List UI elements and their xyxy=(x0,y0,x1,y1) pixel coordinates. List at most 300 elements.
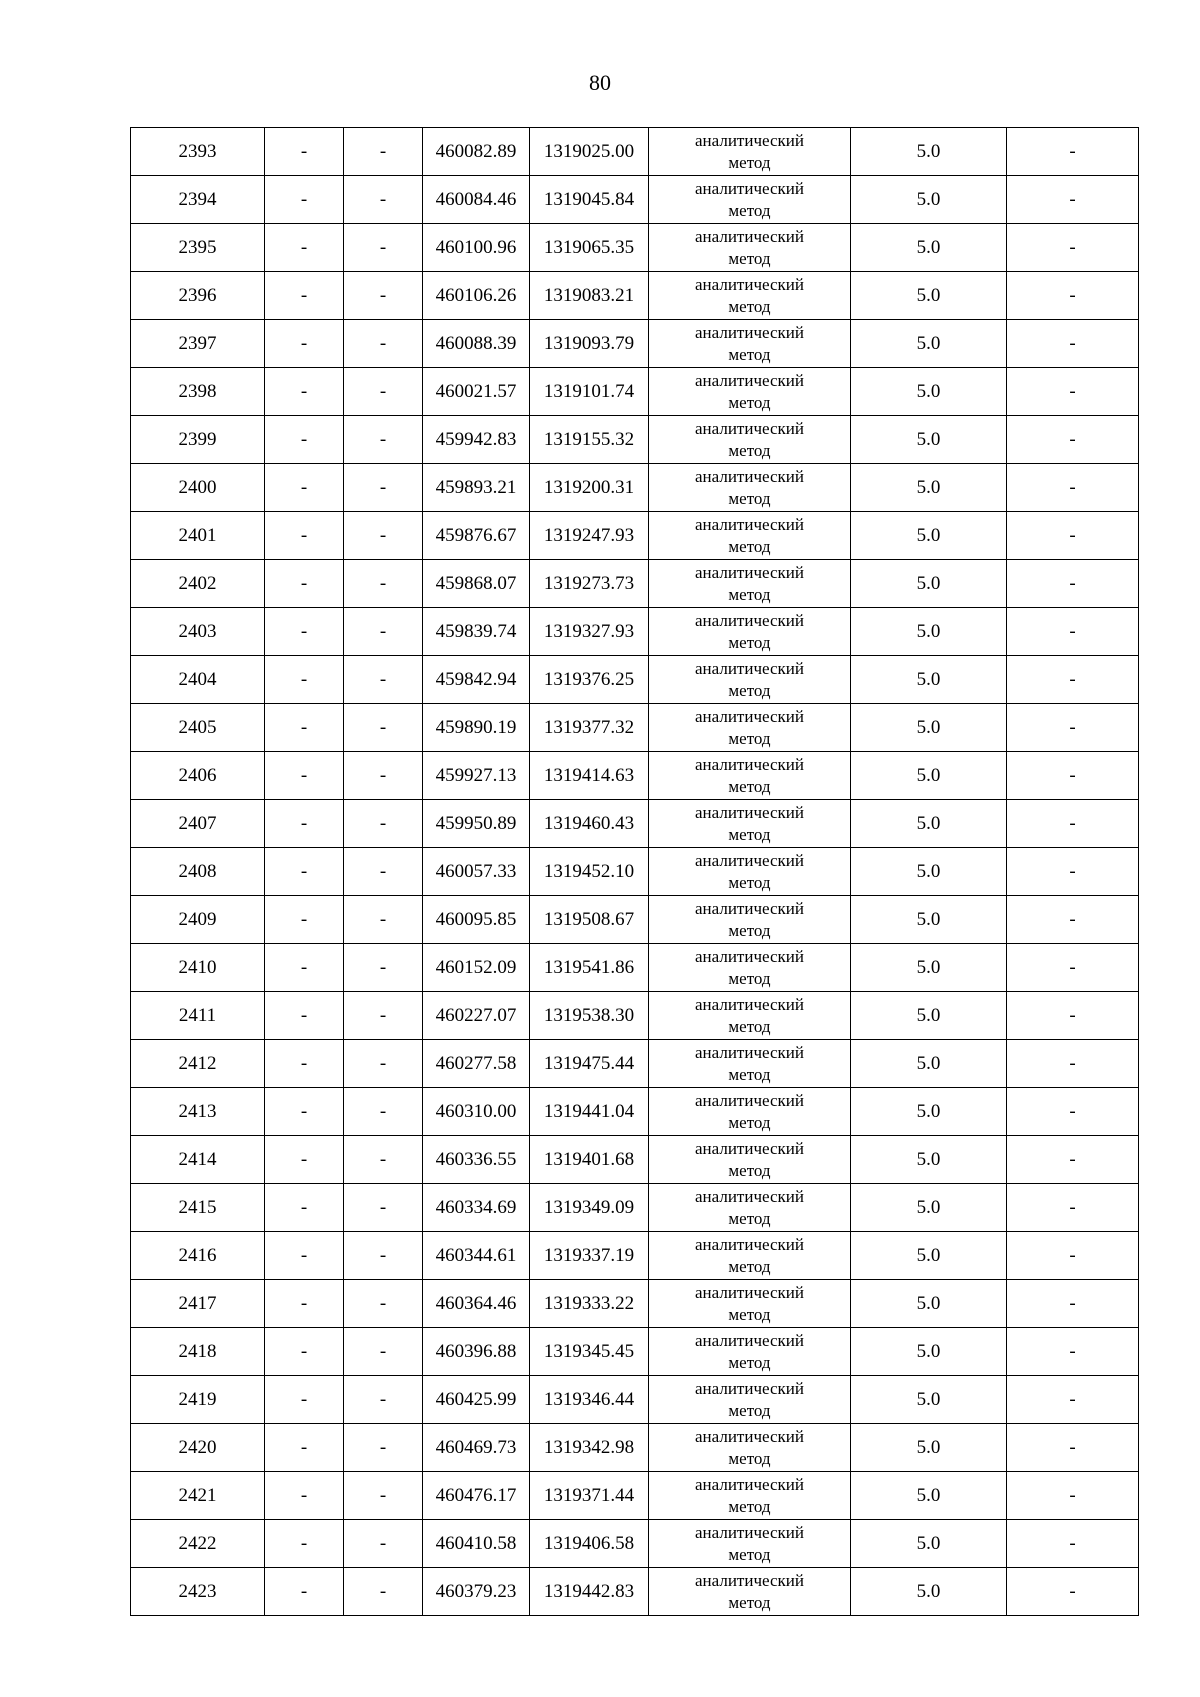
empty-cell: - xyxy=(265,656,344,704)
table-row xyxy=(131,1568,1139,1616)
table-row xyxy=(131,272,1139,320)
empty-cell: - xyxy=(344,1328,423,1376)
table-row xyxy=(131,1040,1139,1088)
empty-cell: - xyxy=(344,1088,423,1136)
empty-cell: - xyxy=(265,320,344,368)
method-cell xyxy=(649,176,851,224)
method-line-2: метод xyxy=(728,728,771,748)
empty-cell: - xyxy=(265,1184,344,1232)
method-cell xyxy=(649,416,851,464)
empty-cell: - xyxy=(1007,320,1139,368)
point-number-cell: 2413 xyxy=(131,1088,265,1136)
y-coordinate-cell: 1319508.67 xyxy=(530,896,649,944)
method-cell xyxy=(649,272,851,320)
point-number-cell: 2423 xyxy=(131,1568,265,1616)
empty-cell: - xyxy=(265,1328,344,1376)
accuracy-cell: 5.0 xyxy=(851,1328,1007,1376)
empty-cell: - xyxy=(344,1040,423,1088)
accuracy-cell: 5.0 xyxy=(851,752,1007,800)
empty-cell: - xyxy=(344,1568,423,1616)
point-number-cell: 2414 xyxy=(131,1136,265,1184)
point-number-cell: 2404 xyxy=(131,656,265,704)
empty-cell: - xyxy=(1007,1232,1139,1280)
accuracy-cell: 5.0 xyxy=(851,800,1007,848)
method-line-2: метод xyxy=(728,1112,771,1132)
method-line-2: метод xyxy=(728,248,771,268)
accuracy-cell: 5.0 xyxy=(851,1232,1007,1280)
method-line-2: метод xyxy=(728,1448,771,1468)
empty-cell: - xyxy=(265,1232,344,1280)
method-line-2: метод xyxy=(728,1352,771,1372)
point-number-cell: 2417 xyxy=(131,1280,265,1328)
accuracy-cell: 5.0 xyxy=(851,848,1007,896)
table-row xyxy=(131,848,1139,896)
y-coordinate-cell: 1319452.10 xyxy=(530,848,649,896)
x-coordinate-cell: 459876.67 xyxy=(423,512,530,560)
table-row xyxy=(131,320,1139,368)
method-line-2: метод xyxy=(728,488,771,508)
empty-cell: - xyxy=(265,992,344,1040)
empty-cell: - xyxy=(265,416,344,464)
empty-cell: - xyxy=(344,608,423,656)
method-line-1: аналитический xyxy=(695,370,804,390)
x-coordinate-cell: 460334.69 xyxy=(423,1184,530,1232)
method-cell xyxy=(649,560,851,608)
y-coordinate-cell: 1319327.93 xyxy=(530,608,649,656)
empty-cell: - xyxy=(344,1280,423,1328)
accuracy-cell: 5.0 xyxy=(851,512,1007,560)
point-number-cell: 2395 xyxy=(131,224,265,272)
x-coordinate-cell: 460336.55 xyxy=(423,1136,530,1184)
method-line-1: аналитический xyxy=(695,1138,804,1158)
point-number-cell: 2411 xyxy=(131,992,265,1040)
empty-cell: - xyxy=(265,176,344,224)
x-coordinate-cell: 459842.94 xyxy=(423,656,530,704)
empty-cell: - xyxy=(265,1568,344,1616)
method-cell xyxy=(649,944,851,992)
empty-cell: - xyxy=(344,992,423,1040)
accuracy-cell: 5.0 xyxy=(851,1184,1007,1232)
y-coordinate-cell: 1319065.35 xyxy=(530,224,649,272)
table-row xyxy=(131,1184,1139,1232)
accuracy-cell: 5.0 xyxy=(851,1136,1007,1184)
method-line-1: аналитический xyxy=(695,1186,804,1206)
method-line-2: метод xyxy=(728,1256,771,1276)
method-cell xyxy=(649,224,851,272)
point-number-cell: 2407 xyxy=(131,800,265,848)
y-coordinate-cell: 1319247.93 xyxy=(530,512,649,560)
empty-cell: - xyxy=(344,1184,423,1232)
x-coordinate-cell: 460425.99 xyxy=(423,1376,530,1424)
empty-cell: - xyxy=(1007,176,1139,224)
method-cell xyxy=(649,800,851,848)
x-coordinate-cell: 460084.46 xyxy=(423,176,530,224)
empty-cell: - xyxy=(265,1520,344,1568)
method-line-1: аналитический xyxy=(695,1330,804,1350)
point-number-cell: 2400 xyxy=(131,464,265,512)
empty-cell: - xyxy=(265,1088,344,1136)
point-number-cell: 2420 xyxy=(131,1424,265,1472)
x-coordinate-cell: 460095.85 xyxy=(423,896,530,944)
empty-cell: - xyxy=(1007,1040,1139,1088)
method-line-1: аналитический xyxy=(695,1090,804,1110)
table-row xyxy=(131,1472,1139,1520)
method-line-2: метод xyxy=(728,1496,771,1516)
accuracy-cell: 5.0 xyxy=(851,944,1007,992)
accuracy-cell: 5.0 xyxy=(851,608,1007,656)
x-coordinate-cell: 460396.88 xyxy=(423,1328,530,1376)
accuracy-cell: 5.0 xyxy=(851,1520,1007,1568)
accuracy-cell: 5.0 xyxy=(851,272,1007,320)
y-coordinate-cell: 1319541.86 xyxy=(530,944,649,992)
accuracy-cell: 5.0 xyxy=(851,368,1007,416)
empty-cell: - xyxy=(1007,848,1139,896)
empty-cell: - xyxy=(1007,1376,1139,1424)
empty-cell: - xyxy=(344,1424,423,1472)
empty-cell: - xyxy=(265,1136,344,1184)
point-number-cell: 2410 xyxy=(131,944,265,992)
method-line-2: метод xyxy=(728,1208,771,1228)
table-row xyxy=(131,176,1139,224)
method-cell xyxy=(649,1136,851,1184)
method-cell xyxy=(649,512,851,560)
table-row xyxy=(131,704,1139,752)
method-line-1: аналитический xyxy=(695,418,804,438)
method-line-1: аналитический xyxy=(695,562,804,582)
point-number-cell: 2405 xyxy=(131,704,265,752)
accuracy-cell: 5.0 xyxy=(851,224,1007,272)
empty-cell: - xyxy=(265,1280,344,1328)
empty-cell: - xyxy=(344,176,423,224)
x-coordinate-cell: 460227.07 xyxy=(423,992,530,1040)
empty-cell: - xyxy=(265,464,344,512)
method-line-2: метод xyxy=(728,152,771,172)
method-line-1: аналитический xyxy=(695,1378,804,1398)
accuracy-cell: 5.0 xyxy=(851,1280,1007,1328)
x-coordinate-cell: 460277.58 xyxy=(423,1040,530,1088)
x-coordinate-cell: 460152.09 xyxy=(423,944,530,992)
x-coordinate-cell: 459868.07 xyxy=(423,560,530,608)
x-coordinate-cell: 460310.00 xyxy=(423,1088,530,1136)
x-coordinate-cell: 460082.89 xyxy=(423,128,530,176)
accuracy-cell: 5.0 xyxy=(851,1568,1007,1616)
table-row xyxy=(131,1136,1139,1184)
table-row xyxy=(131,1088,1139,1136)
method-line-2: метод xyxy=(728,920,771,940)
method-line-1: аналитический xyxy=(695,658,804,678)
accuracy-cell: 5.0 xyxy=(851,656,1007,704)
empty-cell: - xyxy=(344,416,423,464)
y-coordinate-cell: 1319460.43 xyxy=(530,800,649,848)
table-row xyxy=(131,1376,1139,1424)
method-line-2: метод xyxy=(728,344,771,364)
x-coordinate-cell: 459950.89 xyxy=(423,800,530,848)
x-coordinate-cell: 460344.61 xyxy=(423,1232,530,1280)
y-coordinate-cell: 1319093.79 xyxy=(530,320,649,368)
empty-cell: - xyxy=(344,1376,423,1424)
point-number-cell: 2408 xyxy=(131,848,265,896)
y-coordinate-cell: 1319475.44 xyxy=(530,1040,649,1088)
method-line-2: метод xyxy=(728,824,771,844)
method-line-1: аналитический xyxy=(695,802,804,822)
method-line-1: аналитический xyxy=(695,946,804,966)
empty-cell: - xyxy=(344,320,423,368)
method-cell xyxy=(649,320,851,368)
point-number-cell: 2416 xyxy=(131,1232,265,1280)
method-line-1: аналитический xyxy=(695,178,804,198)
point-number-cell: 2397 xyxy=(131,320,265,368)
method-line-1: аналитический xyxy=(695,130,804,150)
method-cell xyxy=(649,896,851,944)
empty-cell: - xyxy=(265,272,344,320)
empty-cell: - xyxy=(1007,512,1139,560)
empty-cell: - xyxy=(1007,1328,1139,1376)
y-coordinate-cell: 1319155.32 xyxy=(530,416,649,464)
method-line-2: метод xyxy=(728,584,771,604)
method-line-2: метод xyxy=(728,1400,771,1420)
empty-cell: - xyxy=(344,368,423,416)
accuracy-cell: 5.0 xyxy=(851,560,1007,608)
point-number-cell: 2406 xyxy=(131,752,265,800)
empty-cell: - xyxy=(1007,416,1139,464)
empty-cell: - xyxy=(265,368,344,416)
y-coordinate-cell: 1319401.68 xyxy=(530,1136,649,1184)
accuracy-cell: 5.0 xyxy=(851,1040,1007,1088)
method-line-2: метод xyxy=(728,200,771,220)
y-coordinate-cell: 1319345.45 xyxy=(530,1328,649,1376)
method-line-2: метод xyxy=(728,968,771,988)
y-coordinate-cell: 1319273.73 xyxy=(530,560,649,608)
method-cell xyxy=(649,1184,851,1232)
method-cell xyxy=(649,1040,851,1088)
point-number-cell: 2415 xyxy=(131,1184,265,1232)
empty-cell: - xyxy=(1007,368,1139,416)
empty-cell: - xyxy=(344,896,423,944)
accuracy-cell: 5.0 xyxy=(851,992,1007,1040)
empty-cell: - xyxy=(344,512,423,560)
empty-cell: - xyxy=(1007,1424,1139,1472)
empty-cell: - xyxy=(265,848,344,896)
y-coordinate-cell: 1319045.84 xyxy=(530,176,649,224)
method-cell xyxy=(649,1232,851,1280)
method-line-2: метод xyxy=(728,440,771,460)
x-coordinate-cell: 460021.57 xyxy=(423,368,530,416)
y-coordinate-cell: 1319337.19 xyxy=(530,1232,649,1280)
method-line-1: аналитический xyxy=(695,898,804,918)
table-row xyxy=(131,1520,1139,1568)
empty-cell: - xyxy=(265,608,344,656)
coordinates-table xyxy=(130,127,1139,1616)
empty-cell: - xyxy=(265,1472,344,1520)
method-line-2: метод xyxy=(728,392,771,412)
method-line-2: метод xyxy=(728,1304,771,1324)
page-number: 80 xyxy=(589,70,611,95)
y-coordinate-cell: 1319346.44 xyxy=(530,1376,649,1424)
method-line-2: метод xyxy=(728,1592,771,1612)
point-number-cell: 2402 xyxy=(131,560,265,608)
accuracy-cell: 5.0 xyxy=(851,128,1007,176)
method-line-2: метод xyxy=(728,872,771,892)
accuracy-cell: 5.0 xyxy=(851,320,1007,368)
x-coordinate-cell: 460469.73 xyxy=(423,1424,530,1472)
x-coordinate-cell: 460088.39 xyxy=(423,320,530,368)
method-cell xyxy=(649,1520,851,1568)
table-row xyxy=(131,752,1139,800)
table-row xyxy=(131,896,1139,944)
y-coordinate-cell: 1319538.30 xyxy=(530,992,649,1040)
method-line-1: аналитический xyxy=(695,1522,804,1542)
x-coordinate-cell: 460057.33 xyxy=(423,848,530,896)
empty-cell: - xyxy=(1007,800,1139,848)
method-cell xyxy=(649,464,851,512)
empty-cell: - xyxy=(1007,1088,1139,1136)
empty-cell: - xyxy=(344,1232,423,1280)
method-line-1: аналитический xyxy=(695,1426,804,1446)
point-number-cell: 2412 xyxy=(131,1040,265,1088)
method-line-1: аналитический xyxy=(695,514,804,534)
point-number-cell: 2393 xyxy=(131,128,265,176)
empty-cell: - xyxy=(344,1136,423,1184)
method-line-2: метод xyxy=(728,1160,771,1180)
x-coordinate-cell: 460106.26 xyxy=(423,272,530,320)
point-number-cell: 2422 xyxy=(131,1520,265,1568)
empty-cell: - xyxy=(344,944,423,992)
empty-cell: - xyxy=(265,944,344,992)
empty-cell: - xyxy=(265,800,344,848)
empty-cell: - xyxy=(1007,1136,1139,1184)
empty-cell: - xyxy=(344,848,423,896)
empty-cell: - xyxy=(1007,752,1139,800)
point-number-cell: 2399 xyxy=(131,416,265,464)
method-line-1: аналитический xyxy=(695,850,804,870)
method-cell xyxy=(649,1568,851,1616)
empty-cell: - xyxy=(265,704,344,752)
method-cell xyxy=(649,368,851,416)
empty-cell: - xyxy=(344,800,423,848)
x-coordinate-cell: 460364.46 xyxy=(423,1280,530,1328)
empty-cell: - xyxy=(1007,1280,1139,1328)
empty-cell: - xyxy=(265,1424,344,1472)
empty-cell: - xyxy=(1007,224,1139,272)
method-line-2: метод xyxy=(728,632,771,652)
method-cell xyxy=(649,848,851,896)
y-coordinate-cell: 1319200.31 xyxy=(530,464,649,512)
empty-cell: - xyxy=(265,560,344,608)
y-coordinate-cell: 1319371.44 xyxy=(530,1472,649,1520)
accuracy-cell: 5.0 xyxy=(851,1424,1007,1472)
empty-cell: - xyxy=(1007,992,1139,1040)
point-number-cell: 2421 xyxy=(131,1472,265,1520)
empty-cell: - xyxy=(265,896,344,944)
y-coordinate-cell: 1319406.58 xyxy=(530,1520,649,1568)
method-cell xyxy=(649,752,851,800)
table-row xyxy=(131,1280,1139,1328)
point-number-cell: 2419 xyxy=(131,1376,265,1424)
empty-cell: - xyxy=(344,224,423,272)
empty-cell: - xyxy=(344,272,423,320)
y-coordinate-cell: 1319083.21 xyxy=(530,272,649,320)
y-coordinate-cell: 1319342.98 xyxy=(530,1424,649,1472)
method-line-2: метод xyxy=(728,536,771,556)
method-line-2: метод xyxy=(728,680,771,700)
x-coordinate-cell: 460379.23 xyxy=(423,1568,530,1616)
method-cell xyxy=(649,704,851,752)
table-row xyxy=(131,464,1139,512)
y-coordinate-cell: 1319441.04 xyxy=(530,1088,649,1136)
empty-cell: - xyxy=(265,1040,344,1088)
empty-cell: - xyxy=(265,128,344,176)
empty-cell: - xyxy=(344,1472,423,1520)
y-coordinate-cell: 1319349.09 xyxy=(530,1184,649,1232)
table-row xyxy=(131,1424,1139,1472)
point-number-cell: 2396 xyxy=(131,272,265,320)
table-row xyxy=(131,656,1139,704)
method-cell xyxy=(649,1328,851,1376)
y-coordinate-cell: 1319442.83 xyxy=(530,1568,649,1616)
table-row xyxy=(131,368,1139,416)
table-row xyxy=(131,416,1139,464)
method-cell xyxy=(649,1376,851,1424)
table-row xyxy=(131,800,1139,848)
x-coordinate-cell: 459893.21 xyxy=(423,464,530,512)
empty-cell: - xyxy=(344,704,423,752)
method-line-1: аналитический xyxy=(695,226,804,246)
method-line-1: аналитический xyxy=(695,706,804,726)
table-row xyxy=(131,608,1139,656)
empty-cell: - xyxy=(1007,896,1139,944)
method-cell xyxy=(649,1088,851,1136)
empty-cell: - xyxy=(1007,560,1139,608)
empty-cell: - xyxy=(1007,656,1139,704)
method-cell xyxy=(649,992,851,1040)
point-number-cell: 2401 xyxy=(131,512,265,560)
x-coordinate-cell: 460100.96 xyxy=(423,224,530,272)
method-cell xyxy=(649,1280,851,1328)
empty-cell: - xyxy=(1007,1520,1139,1568)
empty-cell: - xyxy=(265,1376,344,1424)
accuracy-cell: 5.0 xyxy=(851,464,1007,512)
point-number-cell: 2418 xyxy=(131,1328,265,1376)
y-coordinate-cell: 1319025.00 xyxy=(530,128,649,176)
empty-cell: - xyxy=(265,752,344,800)
empty-cell: - xyxy=(1007,128,1139,176)
x-coordinate-cell: 460476.17 xyxy=(423,1472,530,1520)
point-number-cell: 2409 xyxy=(131,896,265,944)
empty-cell: - xyxy=(265,512,344,560)
table-row xyxy=(131,944,1139,992)
method-line-1: аналитический xyxy=(695,610,804,630)
table-row xyxy=(131,560,1139,608)
accuracy-cell: 5.0 xyxy=(851,704,1007,752)
table-row xyxy=(131,512,1139,560)
method-line-1: аналитический xyxy=(695,1282,804,1302)
point-number-cell: 2394 xyxy=(131,176,265,224)
method-cell xyxy=(649,1424,851,1472)
y-coordinate-cell: 1319377.32 xyxy=(530,704,649,752)
empty-cell: - xyxy=(1007,608,1139,656)
accuracy-cell: 5.0 xyxy=(851,1376,1007,1424)
method-line-2: метод xyxy=(728,1544,771,1564)
y-coordinate-cell: 1319414.63 xyxy=(530,752,649,800)
method-cell xyxy=(649,1472,851,1520)
method-line-1: аналитический xyxy=(695,274,804,294)
method-cell xyxy=(649,608,851,656)
method-line-2: метод xyxy=(728,1016,771,1036)
accuracy-cell: 5.0 xyxy=(851,1472,1007,1520)
empty-cell: - xyxy=(1007,944,1139,992)
x-coordinate-cell: 459927.13 xyxy=(423,752,530,800)
method-line-1: аналитический xyxy=(695,1234,804,1254)
